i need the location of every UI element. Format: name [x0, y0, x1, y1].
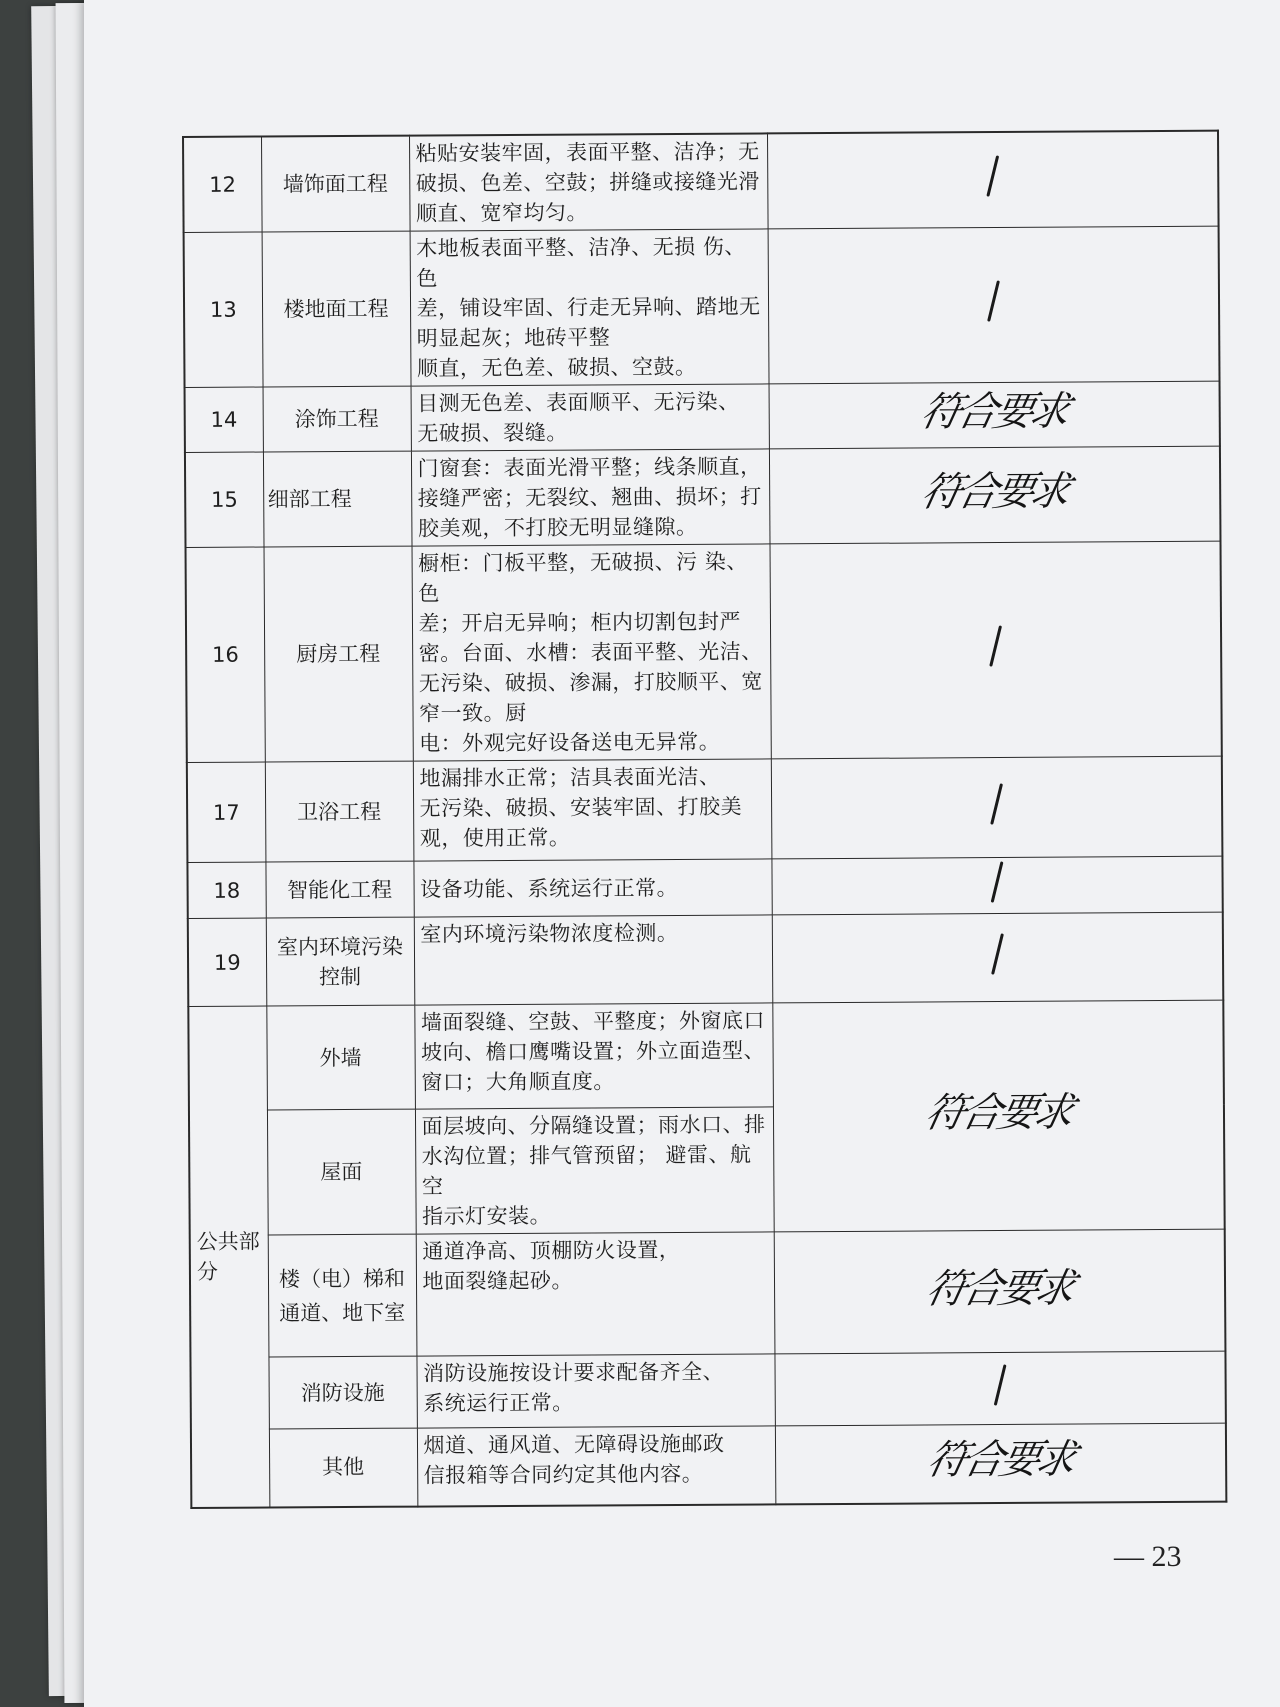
requirement-line: 差；开启无异响；柜内切割包封严	[418, 609, 742, 636]
requirement-line: 无污染、破损、渗漏，打胶顺平、宽	[418, 669, 763, 696]
item-name: 屋面	[267, 1109, 416, 1235]
requirement-text	[413, 759, 772, 861]
slash-mark	[990, 783, 1003, 825]
item-name: 墙饰面工程	[261, 136, 410, 232]
requirement-text	[411, 449, 770, 546]
requirement-line: 地漏排水正常；洁具表面光洁、	[419, 764, 721, 791]
result-cell	[775, 1423, 1226, 1504]
result-cell	[774, 1229, 1226, 1354]
row-number: 12	[183, 137, 262, 233]
requirement-line: 差，铺设牢固、行走无异响、踏地无	[416, 294, 761, 321]
result-cell	[771, 756, 1223, 859]
requirement-line: 粘贴安装牢固，表面平整、洁净；无	[415, 139, 760, 166]
handwritten-result: 符合要求	[921, 1089, 1075, 1137]
requirement-line: 密。台面、水槽：表面平整、光洁、	[418, 639, 763, 666]
requirement-line: 观，使用正常。	[419, 825, 571, 851]
row-number: 18	[187, 862, 265, 918]
requirement-line: 窄一致。厨	[418, 700, 527, 726]
table-row	[188, 912, 1224, 1006]
requirement-text	[414, 915, 773, 1005]
requirement-line: 明显起灰；地砖平整	[416, 325, 611, 351]
table-row	[186, 541, 1222, 762]
requirement-text	[412, 544, 771, 761]
requirement-line: 系统运行正常。	[423, 1390, 574, 1416]
requirement-line: 设备功能、系统运行正常。	[420, 875, 679, 902]
item-name: 楼地面工程	[262, 231, 411, 387]
item-name: 细部工程	[263, 451, 412, 547]
requirement-line: 门窗套：表面光滑平整；线条顺直，	[417, 454, 762, 481]
item-name: 智能化工程	[265, 861, 413, 918]
requirement-line: 水沟位置；排气管预留； 避雷、航空	[421, 1142, 752, 1199]
requirement-text	[411, 384, 769, 451]
item-name: 外墙	[266, 1005, 415, 1110]
result-cell	[767, 131, 1219, 229]
requirement-line: 室内环境污染物浓度检测。	[420, 920, 679, 947]
requirement-line: 坡向、檐口鹰嘴设置；外立面造型、	[421, 1038, 766, 1065]
result-cell	[774, 1351, 1225, 1426]
item-name: 涂饰工程	[263, 386, 411, 452]
requirement-line: 胶美观，不打胶无明显缝隙。	[417, 514, 698, 541]
table-row	[187, 756, 1223, 862]
requirement-text	[416, 1354, 774, 1428]
table-row	[185, 381, 1220, 452]
requirement-line: 破损、色差、空鼓；拼缝或接缝光滑	[415, 169, 760, 196]
public-section-label: 公共部分	[188, 1006, 269, 1507]
requirement-text	[410, 229, 769, 386]
requirement-line: 接缝严密；无裂纹、翘曲、损坏；打	[417, 484, 762, 511]
requirement-text	[409, 133, 768, 231]
handwritten-result: 符合要求	[923, 1436, 1078, 1484]
requirement-line: 信报箱等合同约定其他内容。	[423, 1461, 704, 1488]
requirement-line: 通道净高、顶棚防火设置，	[422, 1237, 681, 1264]
requirement-line: 面层坡向、分隔缝设置；雨水口、排	[421, 1112, 766, 1139]
item-name: 厨房工程	[264, 546, 413, 762]
slash-mark	[989, 625, 1002, 667]
slash-mark	[987, 280, 1000, 322]
result-cell	[769, 446, 1221, 544]
requirement-text	[413, 859, 771, 917]
handwritten-result: 符合要求	[917, 388, 1071, 436]
requirement-line: 墙面裂缝、空鼓、平整度；外窗底口	[420, 1008, 765, 1035]
slash-mark	[986, 155, 999, 197]
table-row	[184, 226, 1220, 387]
inspection-table	[182, 130, 1227, 1509]
result-cell	[768, 226, 1220, 384]
table-row	[190, 1351, 1225, 1429]
requirement-text	[417, 1426, 775, 1506]
item-name: 卫浴工程	[265, 761, 414, 862]
requirement-line: 目测无色差、表面顺平、无污染、	[417, 389, 740, 416]
slash-mark	[990, 861, 1003, 903]
page-number: — 23	[1114, 1540, 1182, 1573]
row-number: 17	[187, 762, 266, 862]
item-name: 其他	[269, 1428, 417, 1507]
table-row	[187, 856, 1222, 918]
result-cell	[771, 856, 1222, 915]
table-row	[183, 131, 1219, 233]
requirement-line: 无污染、破损、安装牢固、打胶美	[419, 794, 743, 821]
requirement-line: 无破损、裂缝。	[417, 420, 568, 446]
slash-mark	[991, 933, 1004, 975]
requirement-text	[416, 1232, 775, 1356]
document-page	[84, 0, 1280, 1707]
inspection-table-wrapper	[182, 130, 1225, 1503]
requirement-line: 顺直，无色差、破损、空鼓。	[416, 354, 697, 381]
requirement-line: 指示灯安装。	[422, 1203, 552, 1229]
row-number: 13	[184, 232, 263, 387]
requirement-line: 消防设施按设计要求配备齐全、	[422, 1359, 725, 1386]
item-name: 消防设施	[268, 1356, 416, 1429]
handwritten-result: 符合要求	[922, 1265, 1077, 1312]
result-cell	[772, 1000, 1224, 1232]
row-number: 19	[188, 918, 267, 1006]
item-name: 室内环境污染控制	[266, 917, 415, 1006]
table-row	[188, 1000, 1224, 1110]
result-cell	[772, 912, 1224, 1003]
requirement-line: 顺直、宽窄均匀。	[415, 200, 589, 226]
table-row	[190, 1229, 1226, 1357]
requirement-line: 窗口；大角顺直度。	[421, 1069, 615, 1095]
row-number: 15	[185, 452, 264, 547]
row-number: 14	[185, 387, 263, 452]
row-number: 16	[186, 547, 265, 762]
table-row	[185, 446, 1221, 547]
requirement-line: 烟道、通风道、无障碍设施邮政	[423, 1431, 725, 1458]
result-cell	[770, 541, 1222, 759]
handwritten-result: 符合要求	[917, 468, 1072, 516]
requirement-text	[415, 1107, 774, 1234]
requirement-line: 地面裂缝起砂。	[422, 1268, 574, 1294]
result-cell	[769, 381, 1220, 449]
requirement-text	[414, 1003, 773, 1109]
requirement-line: 木地板表面平整、洁净、无损 伤、色	[416, 234, 746, 291]
requirement-line: 电：外观完好设备送电无异常。	[419, 729, 721, 756]
slash-mark	[993, 1364, 1006, 1406]
requirement-line: 橱柜：门板平整，无破损、污 染、色	[418, 549, 748, 606]
item-name: 楼（电）梯和通道、地下室	[268, 1234, 417, 1357]
table-row	[191, 1423, 1226, 1507]
